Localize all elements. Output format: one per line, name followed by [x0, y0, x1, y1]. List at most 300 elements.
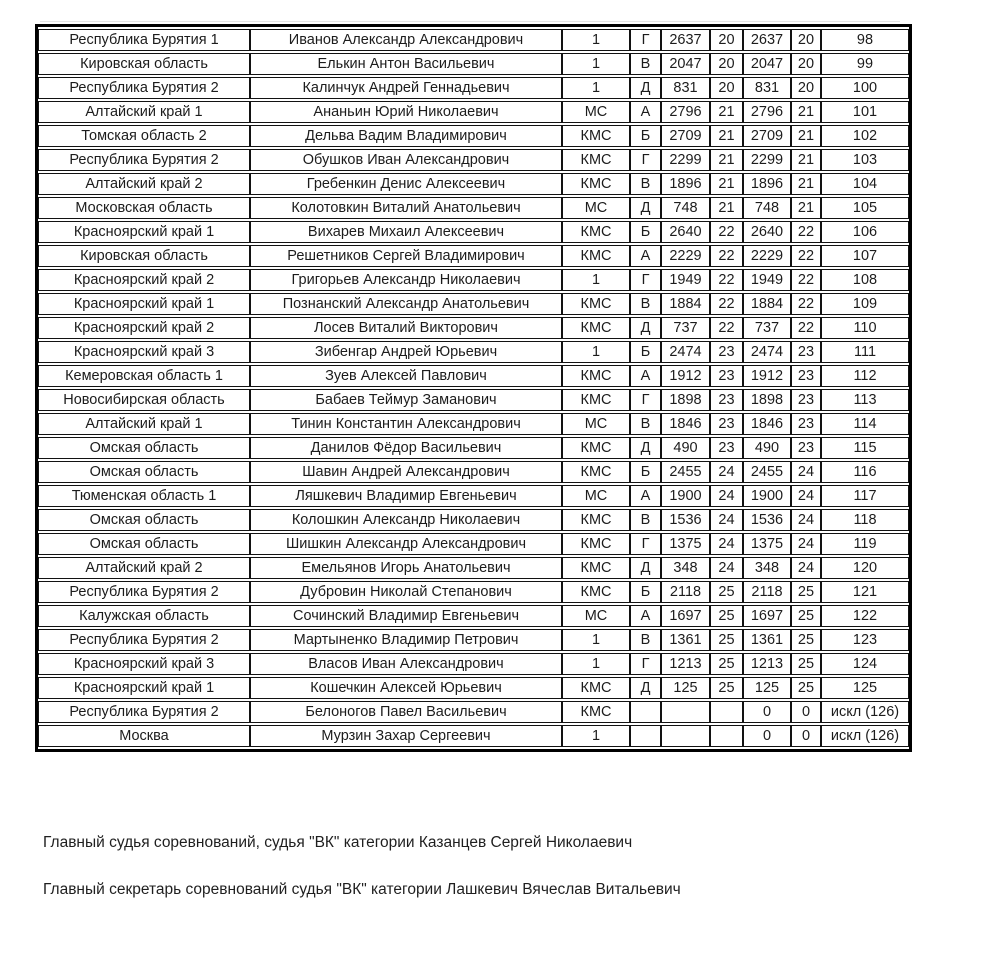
cell-athlete-name: Обушков Иван Александрович: [250, 149, 562, 171]
cell-draw-second: 23: [791, 365, 821, 387]
cell-draw-second: 25: [791, 605, 821, 627]
cell-athlete-name: Данилов Фёдор Васильевич: [250, 437, 562, 459]
table-row: [38, 101, 909, 123]
cell-score-second: 2047: [743, 53, 791, 75]
cell-score-second: 490: [743, 437, 791, 459]
cell-score-second: 1697: [743, 605, 791, 627]
cell-athlete-name: Мурзин Захар Сергеевич: [250, 725, 562, 747]
table-row: [38, 629, 909, 651]
cell-draw-first: 22: [710, 269, 743, 291]
cell-athlete-name: Колотовкин Виталий Анатольевич: [250, 197, 562, 219]
cell-group-letter: Д: [630, 77, 661, 99]
cell-place: 98: [821, 29, 909, 51]
cell-score-first: 1884: [661, 293, 710, 315]
cell-draw-first: 23: [710, 389, 743, 411]
cell-place: 120: [821, 557, 909, 579]
cell-score-second: 125: [743, 677, 791, 699]
table-row: [38, 173, 909, 195]
cell-score-second: 2474: [743, 341, 791, 363]
cell-group-letter: В: [630, 509, 661, 531]
cell-region: Красноярский край 3: [38, 653, 250, 675]
cell-region: Московская область: [38, 197, 250, 219]
cell-place: 100: [821, 77, 909, 99]
table-row: [38, 509, 909, 531]
cell-athlete-name: Ляшкевич Владимир Евгеньевич: [250, 485, 562, 507]
cell-score-first: 1846: [661, 413, 710, 435]
cell-place: 108: [821, 269, 909, 291]
cell-rank: КМС: [562, 581, 630, 603]
cell-draw-second: 22: [791, 317, 821, 339]
cell-athlete-name: Зибенгар Андрей Юрьевич: [250, 341, 562, 363]
cell-place: 107: [821, 245, 909, 267]
cell-place: 112: [821, 365, 909, 387]
cell-group-letter: Г: [630, 533, 661, 555]
cell-score-second: 0: [743, 725, 791, 747]
cell-draw-second: 25: [791, 629, 821, 651]
cell-score-second: 737: [743, 317, 791, 339]
cell-score-first: 1361: [661, 629, 710, 651]
cell-athlete-name: Кошечкин Алексей Юрьевич: [250, 677, 562, 699]
cell-group-letter: Б: [630, 461, 661, 483]
cell-score-second: 348: [743, 557, 791, 579]
cell-athlete-name: Григорьев Александр Николаевич: [250, 269, 562, 291]
table-row: [38, 317, 909, 339]
cell-draw-second: 25: [791, 653, 821, 675]
cell-region: Республика Бурятия 2: [38, 629, 250, 651]
cell-place: 116: [821, 461, 909, 483]
cell-region: Тюменская область 1: [38, 485, 250, 507]
cell-score-first: 1697: [661, 605, 710, 627]
cell-draw-second: 20: [791, 77, 821, 99]
table-row: [38, 149, 909, 171]
cell-athlete-name: Ананьин Юрий Николаевич: [250, 101, 562, 123]
cell-draw-first: 24: [710, 557, 743, 579]
cell-region: Кировская область: [38, 245, 250, 267]
cell-place: 123: [821, 629, 909, 651]
cell-draw-second: 24: [791, 557, 821, 579]
cell-rank: 1: [562, 725, 630, 747]
cell-place: 99: [821, 53, 909, 75]
cell-region: Калужская область: [38, 605, 250, 627]
table-row: [38, 701, 909, 723]
cell-region: Омская область: [38, 533, 250, 555]
cell-group-letter: Г: [630, 653, 661, 675]
cell-draw-first: 21: [710, 149, 743, 171]
table-row: [38, 125, 909, 147]
cell-region: Красноярский край 2: [38, 317, 250, 339]
cell-region: Красноярский край 1: [38, 293, 250, 315]
cell-score-first: 2640: [661, 221, 710, 243]
cell-place: 122: [821, 605, 909, 627]
cell-place: 103: [821, 149, 909, 171]
cell-athlete-name: Иванов Александр Александрович: [250, 29, 562, 51]
cell-score-first: 490: [661, 437, 710, 459]
cell-score-second: 831: [743, 77, 791, 99]
cell-score-second: 2709: [743, 125, 791, 147]
cell-region: Кемеровская область 1: [38, 365, 250, 387]
cell-group-letter: [630, 701, 661, 723]
cell-draw-second: 20: [791, 29, 821, 51]
table-row: [38, 533, 909, 555]
cell-athlete-name: Колошкин Александр Николаевич: [250, 509, 562, 531]
cell-group-letter: А: [630, 365, 661, 387]
cell-place: 113: [821, 389, 909, 411]
cell-draw-first: 22: [710, 221, 743, 243]
cell-region: Республика Бурятия 1: [38, 29, 250, 51]
cell-draw-second: 24: [791, 509, 821, 531]
cell-rank: МС: [562, 485, 630, 507]
cell-place: 117: [821, 485, 909, 507]
cell-draw-first: 21: [710, 101, 743, 123]
cell-draw-second: 25: [791, 581, 821, 603]
cell-score-second: 2455: [743, 461, 791, 483]
cell-draw-second: 23: [791, 341, 821, 363]
cell-region: Кировская область: [38, 53, 250, 75]
cell-group-letter: Б: [630, 221, 661, 243]
cell-rank: 1: [562, 341, 630, 363]
cell-score-first: [661, 725, 710, 747]
cell-group-letter: А: [630, 485, 661, 507]
cell-place: 119: [821, 533, 909, 555]
cell-athlete-name: Сочинский Владимир Евгеньевич: [250, 605, 562, 627]
cell-draw-second: 23: [791, 437, 821, 459]
cell-draw-first: 25: [710, 677, 743, 699]
cell-group-letter: Г: [630, 149, 661, 171]
table-row: [38, 221, 909, 243]
table-row: [38, 341, 909, 363]
cell-athlete-name: Решетников Сергей Владимирович: [250, 245, 562, 267]
table-row: [38, 29, 909, 51]
previous-row-remnant: [40, 21, 900, 22]
cell-draw-first: 21: [710, 197, 743, 219]
cell-region: Омская область: [38, 509, 250, 531]
cell-group-letter: Б: [630, 125, 661, 147]
cell-athlete-name: Познанский Александр Анатольевич: [250, 293, 562, 315]
cell-draw-first: 24: [710, 533, 743, 555]
cell-draw-first: 21: [710, 125, 743, 147]
cell-score-second: 2118: [743, 581, 791, 603]
table-row: [38, 653, 909, 675]
table-row: [38, 413, 909, 435]
table-row: [38, 485, 909, 507]
cell-group-letter: В: [630, 629, 661, 651]
cell-group-letter: В: [630, 53, 661, 75]
cell-place: 124: [821, 653, 909, 675]
cell-score-second: 1213: [743, 653, 791, 675]
cell-score-first: 2709: [661, 125, 710, 147]
cell-draw-second: 0: [791, 725, 821, 747]
cell-draw-second: 24: [791, 485, 821, 507]
table-row: [38, 389, 909, 411]
cell-score-first: 2229: [661, 245, 710, 267]
cell-place: 118: [821, 509, 909, 531]
cell-region: Алтайский край 1: [38, 413, 250, 435]
cell-score-first: [661, 701, 710, 723]
cell-draw-first: 20: [710, 29, 743, 51]
cell-region: Республика Бурятия 2: [38, 701, 250, 723]
cell-draw-first: [710, 725, 743, 747]
cell-score-second: 2637: [743, 29, 791, 51]
cell-draw-first: 22: [710, 317, 743, 339]
cell-region: Омская область: [38, 461, 250, 483]
cell-rank: КМС: [562, 557, 630, 579]
cell-place: 104: [821, 173, 909, 195]
cell-draw-first: 25: [710, 605, 743, 627]
cell-score-second: 1949: [743, 269, 791, 291]
cell-place: искл (126): [821, 725, 909, 747]
cell-draw-second: 0: [791, 701, 821, 723]
cell-draw-second: 23: [791, 413, 821, 435]
cell-rank: МС: [562, 197, 630, 219]
cell-draw-second: 22: [791, 293, 821, 315]
cell-place: 110: [821, 317, 909, 339]
cell-score-second: 1900: [743, 485, 791, 507]
cell-score-second: 1375: [743, 533, 791, 555]
cell-athlete-name: Лосев Виталий Викторович: [250, 317, 562, 339]
cell-region: Республика Бурятия 2: [38, 581, 250, 603]
cell-score-second: 1361: [743, 629, 791, 651]
cell-score-second: 1846: [743, 413, 791, 435]
cell-group-letter: Д: [630, 677, 661, 699]
cell-region: Москва: [38, 725, 250, 747]
cell-group-letter: А: [630, 245, 661, 267]
cell-region: Новосибирская область: [38, 389, 250, 411]
cell-draw-first: 23: [710, 437, 743, 459]
cell-rank: 1: [562, 269, 630, 291]
cell-rank: КМС: [562, 221, 630, 243]
table-row: [38, 605, 909, 627]
cell-group-letter: Г: [630, 269, 661, 291]
table-row: [38, 77, 909, 99]
cell-athlete-name: Шишкин Александр Александрович: [250, 533, 562, 555]
cell-score-second: 1912: [743, 365, 791, 387]
cell-group-letter: В: [630, 413, 661, 435]
table-row: [38, 725, 909, 747]
cell-score-second: 0: [743, 701, 791, 723]
results-table-body: [38, 29, 909, 747]
cell-draw-second: 22: [791, 269, 821, 291]
cell-region: Красноярский край 2: [38, 269, 250, 291]
cell-score-first: 348: [661, 557, 710, 579]
cell-athlete-name: Елькин Антон Васильевич: [250, 53, 562, 75]
cell-athlete-name: Белоногов Павел Васильевич: [250, 701, 562, 723]
table-row: [38, 293, 909, 315]
cell-score-second: 1884: [743, 293, 791, 315]
cell-place: искл (126): [821, 701, 909, 723]
table-row: [38, 365, 909, 387]
cell-region: Алтайский край 1: [38, 101, 250, 123]
cell-score-first: 2474: [661, 341, 710, 363]
cell-score-second: 2299: [743, 149, 791, 171]
cell-draw-first: 22: [710, 245, 743, 267]
cell-rank: КМС: [562, 389, 630, 411]
cell-draw-second: 22: [791, 245, 821, 267]
cell-draw-second: 21: [791, 125, 821, 147]
cell-athlete-name: Тинин Константин Александрович: [250, 413, 562, 435]
cell-rank: МС: [562, 413, 630, 435]
cell-draw-first: 24: [710, 461, 743, 483]
cell-score-first: 2047: [661, 53, 710, 75]
cell-score-second: 1896: [743, 173, 791, 195]
table-row: [38, 53, 909, 75]
cell-score-second: 1536: [743, 509, 791, 531]
cell-rank: КМС: [562, 173, 630, 195]
cell-athlete-name: Шавин Андрей Александрович: [250, 461, 562, 483]
cell-region: Республика Бурятия 2: [38, 77, 250, 99]
cell-group-letter: Г: [630, 389, 661, 411]
table-row: [38, 581, 909, 603]
cell-draw-first: 23: [710, 413, 743, 435]
table-row: [38, 677, 909, 699]
cell-score-first: 2455: [661, 461, 710, 483]
cell-group-letter: Г: [630, 29, 661, 51]
cell-draw-second: 21: [791, 101, 821, 123]
cell-rank: КМС: [562, 293, 630, 315]
cell-rank: 1: [562, 629, 630, 651]
cell-score-first: 1912: [661, 365, 710, 387]
chief-secretary-line: Главный секретарь соревнований судья "ВК" категории Лашкевич Вячеслав Витальевич: [43, 881, 681, 898]
cell-region: Томская область 2: [38, 125, 250, 147]
cell-score-first: 2299: [661, 149, 710, 171]
cell-place: 111: [821, 341, 909, 363]
cell-score-second: 1898: [743, 389, 791, 411]
cell-group-letter: А: [630, 605, 661, 627]
cell-draw-first: 23: [710, 341, 743, 363]
cell-group-letter: Д: [630, 317, 661, 339]
cell-place: 125: [821, 677, 909, 699]
cell-score-first: 748: [661, 197, 710, 219]
table-row: [38, 197, 909, 219]
cell-region: Красноярский край 3: [38, 341, 250, 363]
cell-draw-first: 25: [710, 629, 743, 651]
cell-score-second: 748: [743, 197, 791, 219]
cell-score-first: 1898: [661, 389, 710, 411]
cell-group-letter: Д: [630, 437, 661, 459]
cell-draw-second: 24: [791, 533, 821, 555]
cell-athlete-name: Вихарев Михаил Алексеевич: [250, 221, 562, 243]
cell-rank: МС: [562, 101, 630, 123]
table-row: [38, 269, 909, 291]
cell-group-letter: Б: [630, 581, 661, 603]
cell-place: 109: [821, 293, 909, 315]
cell-rank: 1: [562, 29, 630, 51]
cell-score-first: 1949: [661, 269, 710, 291]
cell-rank: КМС: [562, 245, 630, 267]
cell-draw-second: 23: [791, 389, 821, 411]
chief-judge-line: Главный судья соревнований, судья "ВК" категории Казанцев Сергей Николаевич: [43, 834, 633, 851]
cell-rank: 1: [562, 53, 630, 75]
cell-score-first: 1896: [661, 173, 710, 195]
cell-draw-second: 24: [791, 461, 821, 483]
cell-draw-second: 20: [791, 53, 821, 75]
cell-place: 115: [821, 437, 909, 459]
cell-rank: КМС: [562, 509, 630, 531]
cell-draw-first: 24: [710, 509, 743, 531]
cell-score-second: 2796: [743, 101, 791, 123]
cell-athlete-name: Дубровин Николай Степанович: [250, 581, 562, 603]
cell-place: 102: [821, 125, 909, 147]
table-row: [38, 557, 909, 579]
cell-score-first: 737: [661, 317, 710, 339]
cell-athlete-name: Власов Иван Александрович: [250, 653, 562, 675]
cell-athlete-name: Бабаев Теймур Заманович: [250, 389, 562, 411]
cell-draw-first: 23: [710, 365, 743, 387]
cell-score-first: 2796: [661, 101, 710, 123]
cell-rank: 1: [562, 653, 630, 675]
cell-group-letter: Б: [630, 341, 661, 363]
cell-rank: КМС: [562, 437, 630, 459]
cell-region: Республика Бурятия 2: [38, 149, 250, 171]
cell-group-letter: В: [630, 293, 661, 315]
cell-draw-second: 25: [791, 677, 821, 699]
cell-score-first: 1375: [661, 533, 710, 555]
cell-draw-first: 20: [710, 77, 743, 99]
cell-rank: МС: [562, 605, 630, 627]
cell-athlete-name: Дельва Вадим Владимирович: [250, 125, 562, 147]
cell-score-first: 1536: [661, 509, 710, 531]
cell-rank: КМС: [562, 677, 630, 699]
cell-place: 114: [821, 413, 909, 435]
cell-region: Красноярский край 1: [38, 677, 250, 699]
cell-place: 105: [821, 197, 909, 219]
cell-draw-second: 21: [791, 149, 821, 171]
cell-group-letter: Д: [630, 197, 661, 219]
cell-score-first: 1213: [661, 653, 710, 675]
cell-region: Красноярский край 1: [38, 221, 250, 243]
cell-athlete-name: Зуев Алексей Павлович: [250, 365, 562, 387]
cell-draw-second: 21: [791, 173, 821, 195]
cell-draw-first: 20: [710, 53, 743, 75]
cell-draw-first: 25: [710, 581, 743, 603]
cell-rank: КМС: [562, 317, 630, 339]
cell-group-letter: Д: [630, 557, 661, 579]
cell-draw-first: 25: [710, 653, 743, 675]
cell-region: Алтайский край 2: [38, 557, 250, 579]
cell-place: 121: [821, 581, 909, 603]
cell-region: Алтайский край 2: [38, 173, 250, 195]
cell-rank: КМС: [562, 365, 630, 387]
cell-athlete-name: Емельянов Игорь Анатольевич: [250, 557, 562, 579]
cell-region: Омская область: [38, 437, 250, 459]
cell-rank: КМС: [562, 533, 630, 555]
cell-rank: КМС: [562, 461, 630, 483]
cell-draw-first: 22: [710, 293, 743, 315]
cell-score-second: 2229: [743, 245, 791, 267]
cell-athlete-name: Калинчук Андрей Геннадьевич: [250, 77, 562, 99]
cell-place: 101: [821, 101, 909, 123]
cell-rank: КМС: [562, 701, 630, 723]
cell-place: 106: [821, 221, 909, 243]
cell-draw-first: [710, 701, 743, 723]
cell-score-first: 1900: [661, 485, 710, 507]
results-table: [35, 24, 912, 752]
cell-athlete-name: Мартыненко Владимир Петрович: [250, 629, 562, 651]
cell-draw-first: 21: [710, 173, 743, 195]
cell-rank: КМС: [562, 149, 630, 171]
cell-draw-second: 22: [791, 221, 821, 243]
table-row: [38, 245, 909, 267]
cell-score-second: 2640: [743, 221, 791, 243]
table-row: [38, 437, 909, 459]
cell-draw-second: 21: [791, 197, 821, 219]
cell-score-first: 2118: [661, 581, 710, 603]
cell-score-first: 2637: [661, 29, 710, 51]
table-row: [38, 461, 909, 483]
cell-score-first: 125: [661, 677, 710, 699]
cell-rank: 1: [562, 77, 630, 99]
cell-group-letter: А: [630, 101, 661, 123]
cell-rank: КМС: [562, 125, 630, 147]
